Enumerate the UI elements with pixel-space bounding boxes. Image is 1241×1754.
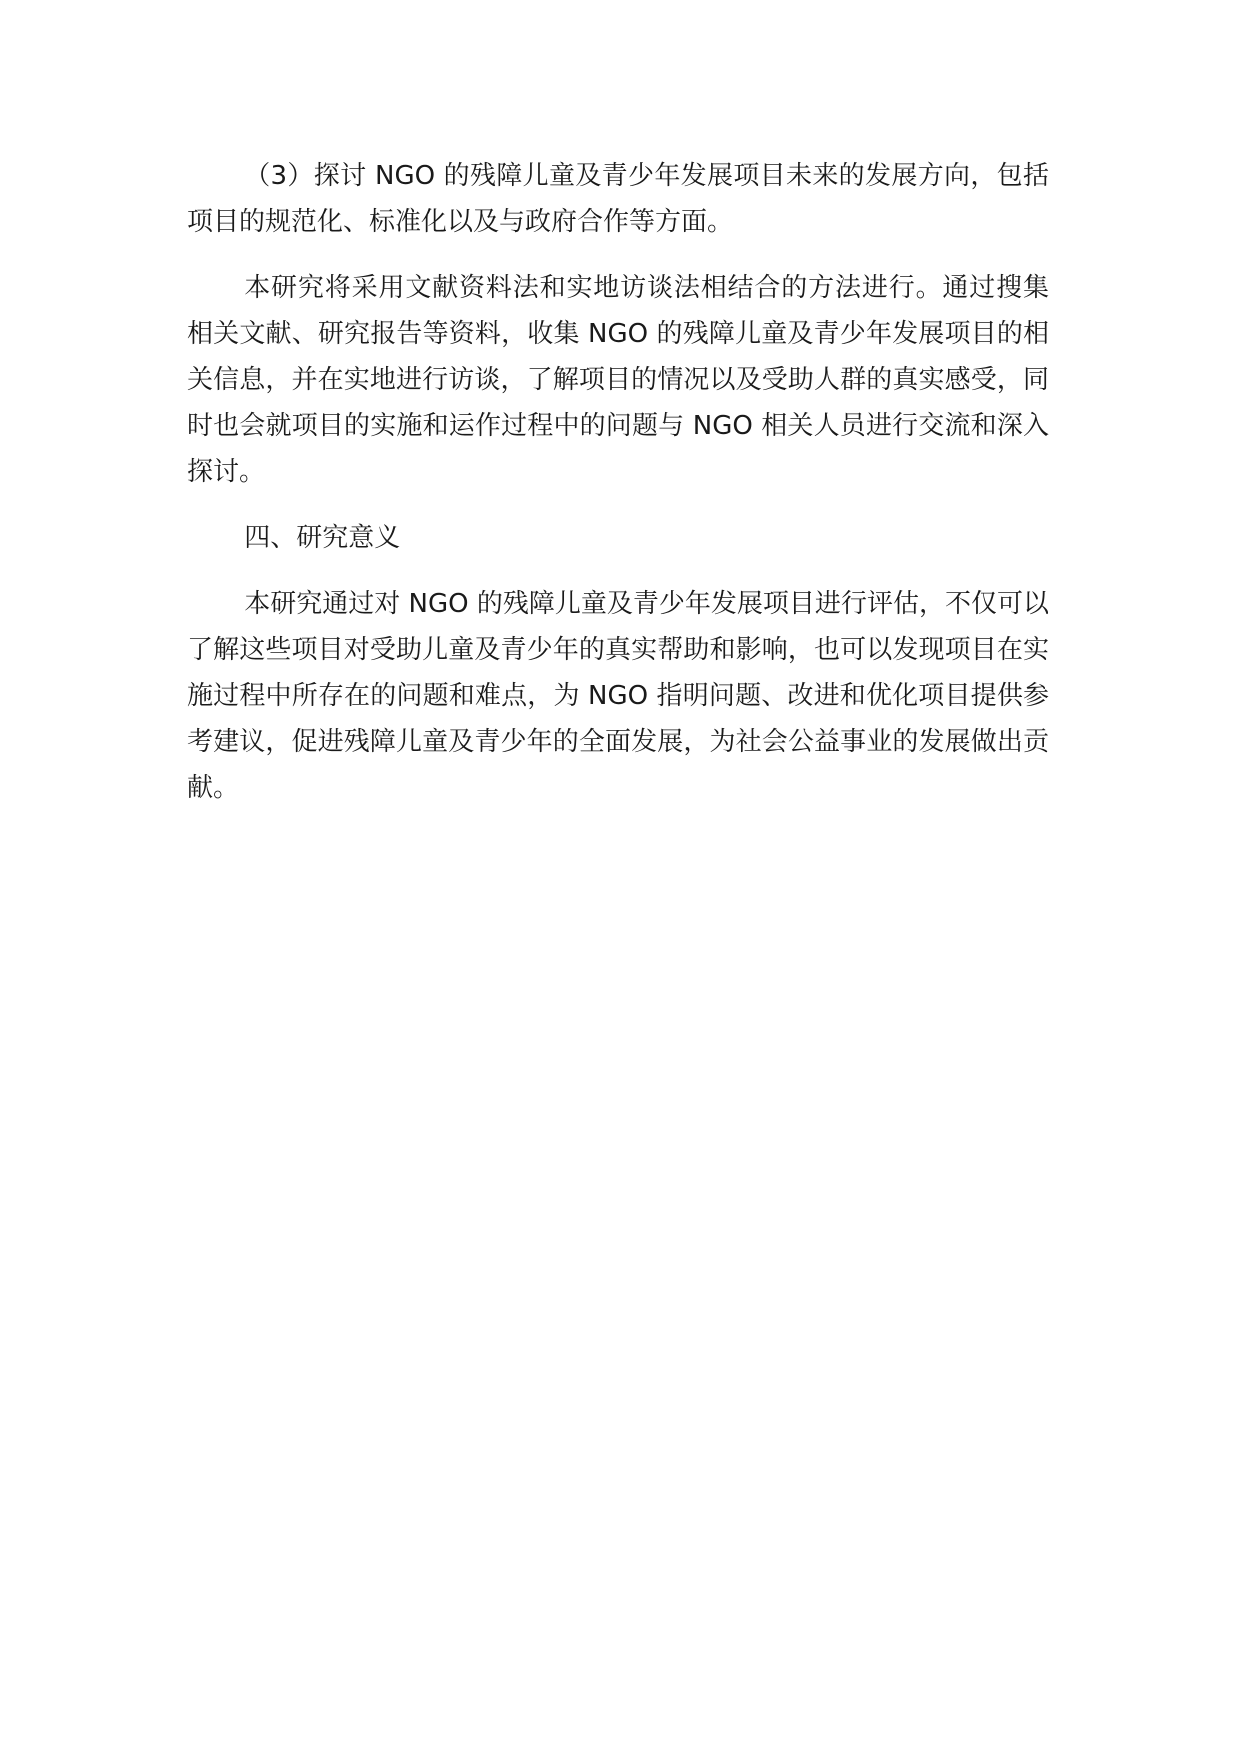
- paragraph-research-significance: 本研究通过对 NGO 的残障儿童及青少年发展项目进行评估，不仅可以了解这些项目对受助儿童及青少年的真实帮助和影响，也可以发现项目在实施过程中所存在的问题和难点，为 NGO 指明问题、改进和优化项目提供参考建议，促进残障儿童及青少年的全面发展，为社会公益事业的发展做出贡献。: [187, 589, 1049, 803]
- paragraph-research-method: 本研究将采用文献资料法和实地访谈法相结合的方法进行。通过搜集相关文献、研究报告等资料，收集 NGO 的残障儿童及青少年发展项目的相关信息，并在实地进行访谈，了解项目的情况以及受助人群的真实感受，同时也会就项目的实施和运作过程中的问题与 NGO 相关人员进行交流和深入探讨。: [187, 273, 1049, 487]
- document-body: [187, 153, 1049, 831]
- section-heading-research-significance: 四、研究意义: [244, 523, 401, 553]
- paragraph-research-goal-3: （3）探讨 NGO 的残障儿童及青少年发展项目未来的发展方向，包括项目的规范化、标准化以及与政府合作等方面。: [187, 161, 1049, 237]
